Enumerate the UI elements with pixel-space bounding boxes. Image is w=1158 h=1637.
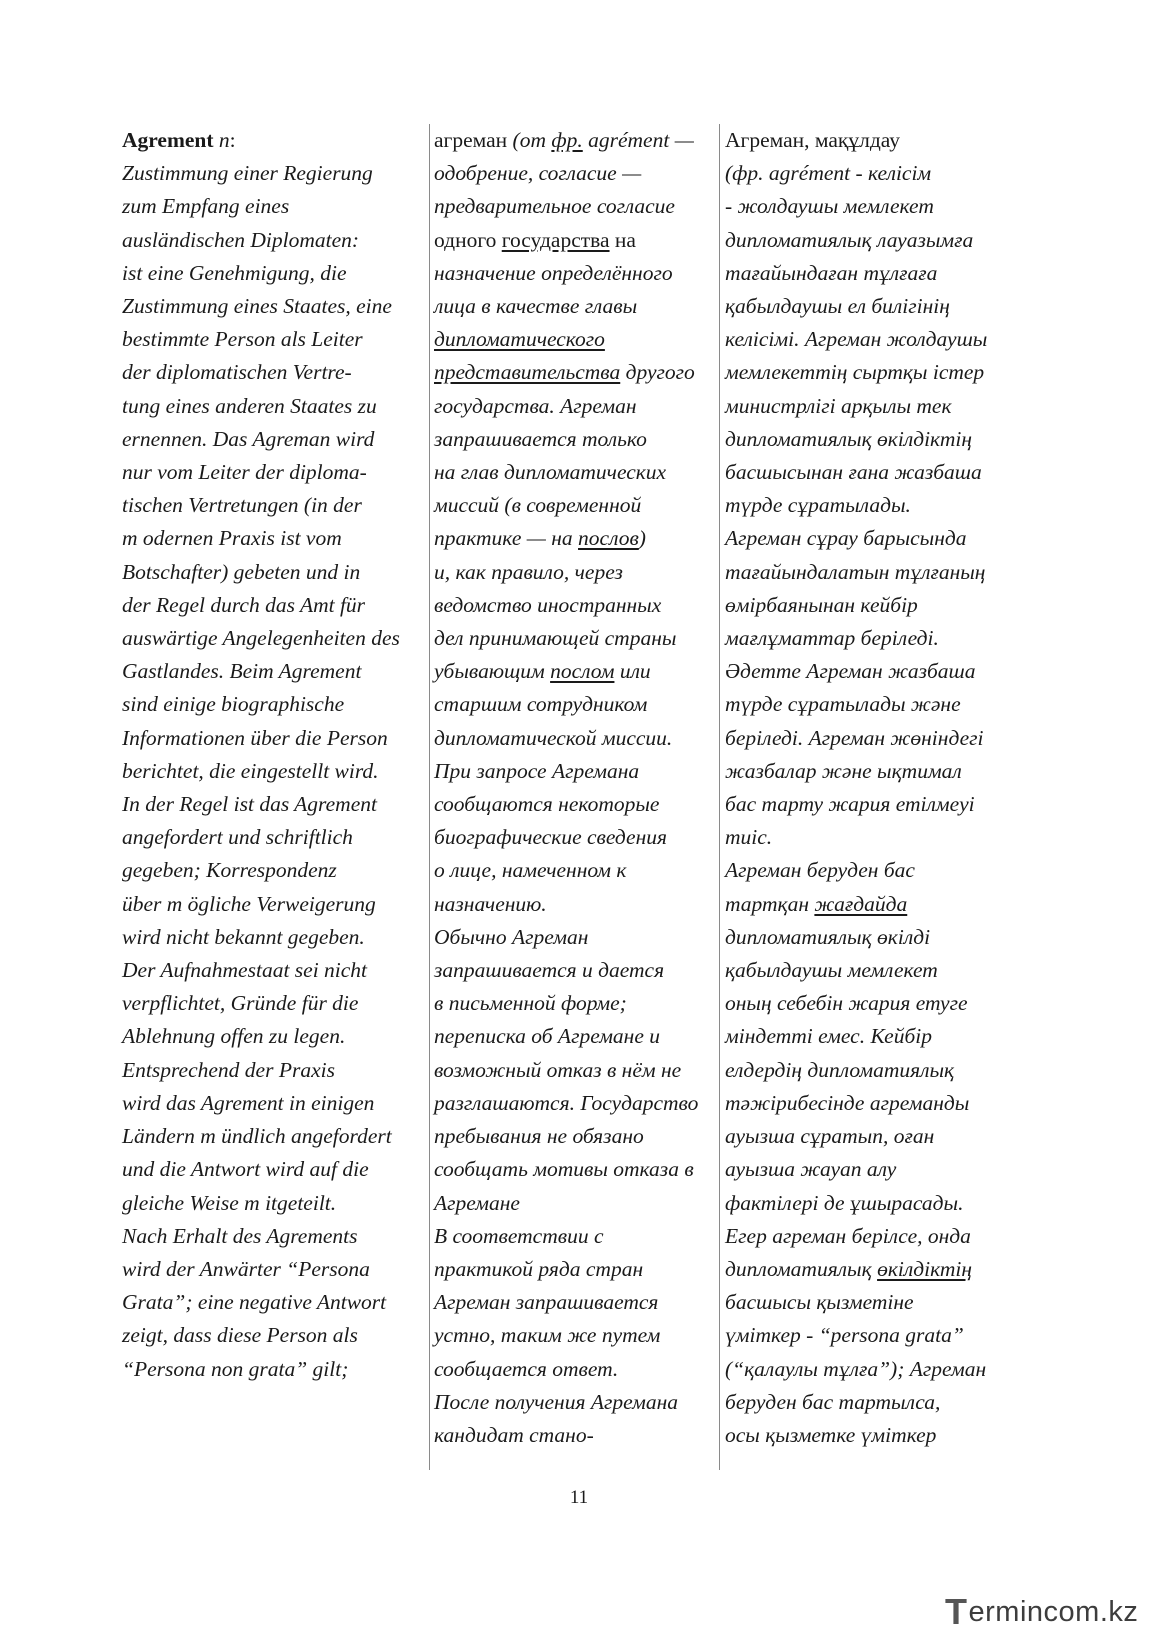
term-headword: Agrement — [122, 128, 214, 152]
text-line: старшим сотрудником — [434, 692, 648, 717]
text-line: wird der Anwärter “Persona — [122, 1256, 370, 1281]
text-line: сообщается ответ. — [434, 1356, 619, 1381]
text-line: пребывания не обязано — [434, 1124, 644, 1149]
text-line: тағайындаған тұлғаға — [725, 260, 938, 285]
text-line: wird nicht bekannt gegeben. — [122, 924, 365, 949]
text-line: биографические сведения — [434, 825, 667, 850]
text-line: на глав дипломатических — [434, 460, 667, 485]
text-line: миссий (в современной — [434, 493, 642, 518]
text-line: дипломатиялық өкілді — [725, 924, 931, 949]
text-line: Zustimmung einer Regierung — [122, 161, 373, 186]
text-line: оның себебін жария етуге — [725, 991, 968, 1016]
text-line: жазбалар және ықтимал — [725, 758, 962, 783]
text-line: одного государства на — [434, 227, 636, 252]
text-line: басшысы қызметіне — [725, 1290, 914, 1315]
text-line: Agrement n: — [122, 128, 236, 152]
text-line: переписка об Агремане и — [434, 1024, 661, 1049]
text-line: представительства другого — [434, 360, 695, 385]
text-line: запрашивается и дается — [434, 958, 665, 983]
link-text[interactable]: государства — [501, 227, 610, 252]
text-line: министрлігі арқылы тек — [725, 393, 952, 418]
text-line: In der Regel ist das Agrement — [122, 792, 377, 817]
text-line: возможный отказ в нём не — [434, 1057, 682, 1082]
text-line: убывающим послом или — [434, 659, 651, 684]
text-line: verpflichtet, Gründe für die — [122, 991, 359, 1016]
text-line: тиіс. — [725, 825, 773, 850]
text-line: После получения Агремана — [434, 1389, 678, 1414]
text-line: ausländischen Diplomaten: — [122, 227, 360, 252]
text-line: При запросе Агремана — [434, 758, 640, 783]
text-line: міндетті емес. Кейбір — [725, 1024, 933, 1049]
text-line: о лице, намеченном к — [434, 858, 627, 883]
termincom-logo: T ermincо m.kz — [945, 1591, 1139, 1632]
text-line: Ablehnung offen zu legen. — [122, 1024, 346, 1049]
text-line: қабылдаушы ел билігінің — [725, 294, 950, 319]
text-line: тартқан жағдайда — [725, 891, 908, 916]
text-line: ernennen. Das Agreman wird — [122, 426, 375, 451]
text-line: мағлұматтар беріледі. — [725, 626, 939, 651]
text-line: Informationen über die Person — [122, 725, 388, 750]
text-line: Агреман беруден бас — [725, 858, 915, 883]
text-line: tischen Vertretungen (in der — [122, 493, 362, 518]
text-line: Zustimmung eines Staates, eine — [122, 294, 392, 319]
text-line: разглашаются. Государство — [434, 1090, 699, 1115]
text-line: der Regel durch das Amt für — [122, 592, 366, 617]
text-line: агреман (от фр. agrément — — [434, 128, 694, 152]
text-line: мемлекеттің сыртқы істер — [725, 360, 985, 385]
text-line: über m ögliche Verweigerung — [122, 891, 376, 916]
text-line: қабылдаушы мемлекет — [725, 958, 938, 983]
text-line: тәжірибесінде агреманды — [725, 1090, 970, 1115]
text-line: angefordert und schriftlich — [122, 825, 353, 850]
text-line: дипломатической миссии. — [434, 725, 673, 750]
text-line: Обычно Агреман — [434, 924, 589, 949]
text-line: В соответствии с — [434, 1223, 604, 1248]
column-divider — [429, 124, 430, 1470]
text-line: zeigt, dass diese Person als — [122, 1323, 358, 1348]
text-line: Агреман запрашивается — [434, 1290, 659, 1315]
link-text[interactable]: послов — [578, 526, 639, 551]
text-line: запрашивается только — [434, 426, 647, 451]
three-language-table — [122, 124, 1022, 1470]
text-line: Grata”; eine negative Antwort — [122, 1290, 387, 1315]
text-line: сообщаются некоторые — [434, 792, 660, 817]
text-line: келісімі. Агреман жолдаушы — [725, 327, 988, 352]
text-line: Gastlandes. Beim Agrement — [122, 659, 362, 684]
page-number: 11 — [569, 1487, 589, 1508]
link-text[interactable]: представительства — [434, 360, 621, 385]
text-line: und die Antwort wird auf die — [122, 1157, 369, 1182]
text-line: wird das Agrement in einigen — [122, 1090, 375, 1115]
text-line: gleiche Weise m itgeteilt. — [122, 1190, 337, 1215]
text-line: кандидат стано- — [434, 1422, 594, 1447]
text-line: сообщать мотивы отказа в — [434, 1157, 694, 1182]
text-line: практике — на послов) — [434, 526, 646, 551]
text-line: беруден бас тартылса, — [725, 1389, 941, 1414]
text-line: Агремане — [434, 1190, 520, 1215]
text-line: Ländern m ündlich angefordert — [122, 1124, 392, 1149]
text-line: gegeben; Korrespondenz — [122, 858, 337, 883]
text-line: фактілері де ұшырасады. — [725, 1190, 964, 1215]
kazakh-column — [725, 124, 1023, 1452]
part-of-speech: n — [213, 128, 230, 152]
text-line: auswärtige Angelegenheiten des — [122, 626, 400, 651]
text-line: Nach Erhalt des Agrements — [122, 1223, 358, 1248]
text-line: дипломатиялық лауазымға — [725, 227, 974, 252]
text-line: m odernen Praxis ist vom — [122, 526, 342, 551]
text-line: Entsprechend der Praxis — [122, 1057, 335, 1082]
term-headword: агреман — [434, 128, 513, 152]
text-line: zum Empfang eines — [122, 194, 290, 219]
text-line: назначению. — [434, 891, 547, 916]
link-text[interactable]: жағдайда — [814, 891, 908, 916]
text-line: государства. Агреман — [434, 393, 637, 418]
russian-column — [434, 124, 716, 1452]
column-divider — [719, 124, 720, 1470]
text-line: дипломатиялық өкілдіктің — [725, 426, 972, 451]
link-text[interactable]: өкілдіктің — [877, 1256, 973, 1281]
text-line: өмірбаянынан кейбір — [725, 592, 918, 617]
text-line: Егер агреман берілсе, онда — [725, 1223, 971, 1248]
text-line: предварительное согласие — [434, 194, 675, 219]
text-line: Botschafter) gebeten und in — [122, 559, 361, 584]
text-line: практикой ряда стран — [434, 1256, 644, 1281]
term-headword: Агреман, мақұлдау — [725, 128, 900, 152]
link-text[interactable]: дипломатического — [434, 327, 605, 352]
text-line: и, как правило, через — [434, 559, 623, 584]
text-line: sind einige biographische — [122, 692, 345, 717]
link-text[interactable]: фр. — [551, 128, 583, 152]
german-column — [122, 124, 422, 1386]
text-line: одобрение, согласие — — [434, 161, 642, 186]
text-line: осы қызметке үміткер — [725, 1422, 937, 1447]
text-line: ауызша жауап алу — [725, 1157, 897, 1182]
text-line: басшысынан ғана жазбаша — [725, 460, 982, 485]
text-line: лица в качестве главы — [434, 294, 638, 319]
text-line: в письменной форме; — [434, 991, 627, 1016]
text-line: ist eine Genehmigung, die — [122, 260, 347, 285]
text-line: тағайындалатын тұлғаның — [725, 559, 986, 584]
text-line: ауызша сұратып, оған — [725, 1124, 935, 1149]
text-line: (фр. agrément - келісім — [725, 161, 932, 186]
text-line: Агреман сұрау барысында — [725, 526, 967, 551]
link-text[interactable]: послом — [550, 659, 615, 684]
text-line: - жолдаушы мемлекет — [725, 194, 934, 219]
text-line: bestimmte Person als Leiter — [122, 327, 363, 352]
text-line: nur vom Leiter der diploma- — [122, 460, 367, 485]
text-line: үміткер - “persona grata” — [725, 1323, 964, 1348]
text-line: түрде сұратылады және — [725, 692, 961, 717]
text-line: устно, таким же путем — [434, 1323, 661, 1348]
text-line: Әдетте Агреман жазбаша — [725, 659, 976, 684]
text-line: berichtet, die eingestellt wird. — [122, 758, 379, 783]
text-line: дел принимающей страны — [434, 626, 677, 651]
text-line: ведомство иностранных — [434, 592, 662, 617]
text-line: түрде сұратылады. — [725, 493, 911, 518]
text-line: беріледі. Агреман жөніндегі — [725, 725, 984, 750]
text-line: der diplomatischen Vertre- — [122, 360, 352, 385]
text-line: “Persona non grata” gilt; — [122, 1356, 349, 1381]
text-line: (“қалаулы тұлға”); Агреман — [725, 1356, 987, 1381]
text-line: назначение определённого — [434, 260, 673, 285]
text-line: елдердің дипломатиялық — [725, 1057, 955, 1082]
text-line: Der Aufnahmestaat sei nicht — [122, 958, 368, 983]
text-line: дипломатиялық өкілдіктің — [725, 1256, 973, 1281]
text-line: tung eines anderen Staates zu — [122, 393, 377, 418]
text-line: бас тарту жария етілмеуі — [725, 792, 975, 817]
